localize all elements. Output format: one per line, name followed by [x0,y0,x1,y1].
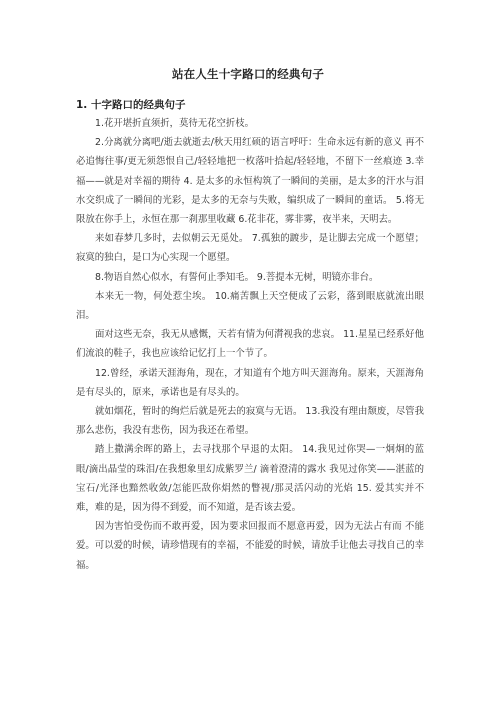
paragraph-3: 来如春梦几多时，去似朝云无觅处。 7.孤独的踱步，是让脚去完成一个愿望；寂寞的独白，是口为心实现一个愿望。 [76,233,424,264]
paragraph-2: 2.分离就分离吧/逝去就逝去/秋天用红硕的语言呼吁：生命永远有新的意义 再不必追悔往事/更无须怨恨自己/轻轻地把一枚落叶拾起/轻轻地，不留下一丝痕迹 3.幸福——就是对幸福的期待 4. 是太多的永恒构筑了一瞬间的美丽，是太多的汗水与泪水交织成了一瞬间的光彩，是太多的无奈与失败，编织成了一瞬间的童话。 5.将无限放在你手上，永恒在那一刹那里收藏 6.花非花，雾非雾，夜半来，天明去。 [76,137,424,226]
section-heading: 1. 十字路口的经典句子 [76,99,186,111]
paragraph-7: 12.曾经，承诺天涯海角，现在，才知道有个地方叫天涯海角。原来，天涯海角是有尽头的，原来，承诺也是有尽头的。 [76,367,424,398]
paragraph-9: 踏上撒满余晖的路上，去寻找那个早退的太阳。 14.我见过你哭—一炯炯的蓝眼/滴出晶莹的珠泪/在我想象里幻成紫罗兰/ 滴着澄清的露水 我见过你笑——湛蓝的宝石/光泽也黯然收敛/怎能匹敌你焆然的瞥视/那灵活闪动的光焰 15. 爱其实并不难，难的是，因为得不到爱，而不知道，是否该去爱。 [76,444,424,514]
paragraph-10: 因为害怕受伤而不敢再爱，因为要求回报而不愿意再爱，因为无法占有而 不能爱。可以爱的时候，请珍惜现有的幸福，不能爱的时候，请放手让他去寻找自己的幸福。 [76,521,424,571]
paragraph-1: 1.花开堪折直须折，莫待无花空折枝。 [95,118,254,129]
document-title: 站在人生十字路口的经典句子 [171,67,325,81]
paragraph-4: 8.物语自然心似水，有誓何止季知毛。 9.菩提本无树，明镜亦非台。 [95,271,379,283]
paragraph-6: 面对这些无奈，我无从感慨，天若有情为何潸视我的悲哀。 11.星星已经系好他们流浪的鞋子，我也应该给记忆打上一个节了。 [76,329,424,360]
paragraph-5: 本来无一物，何处惹尘埃。 10.痛苦飘上天空便成了云彩，落到眼底就流出眼泪。 [76,290,424,322]
document-body [76,114,424,575]
paragraph-8: 就如烟花，暂时的绚烂后就是死去的寂寞与无语。 13.我没有理由颓废，尽管我那么悲伤，我没有悲伤，因为我还在希望。 [76,406,424,437]
